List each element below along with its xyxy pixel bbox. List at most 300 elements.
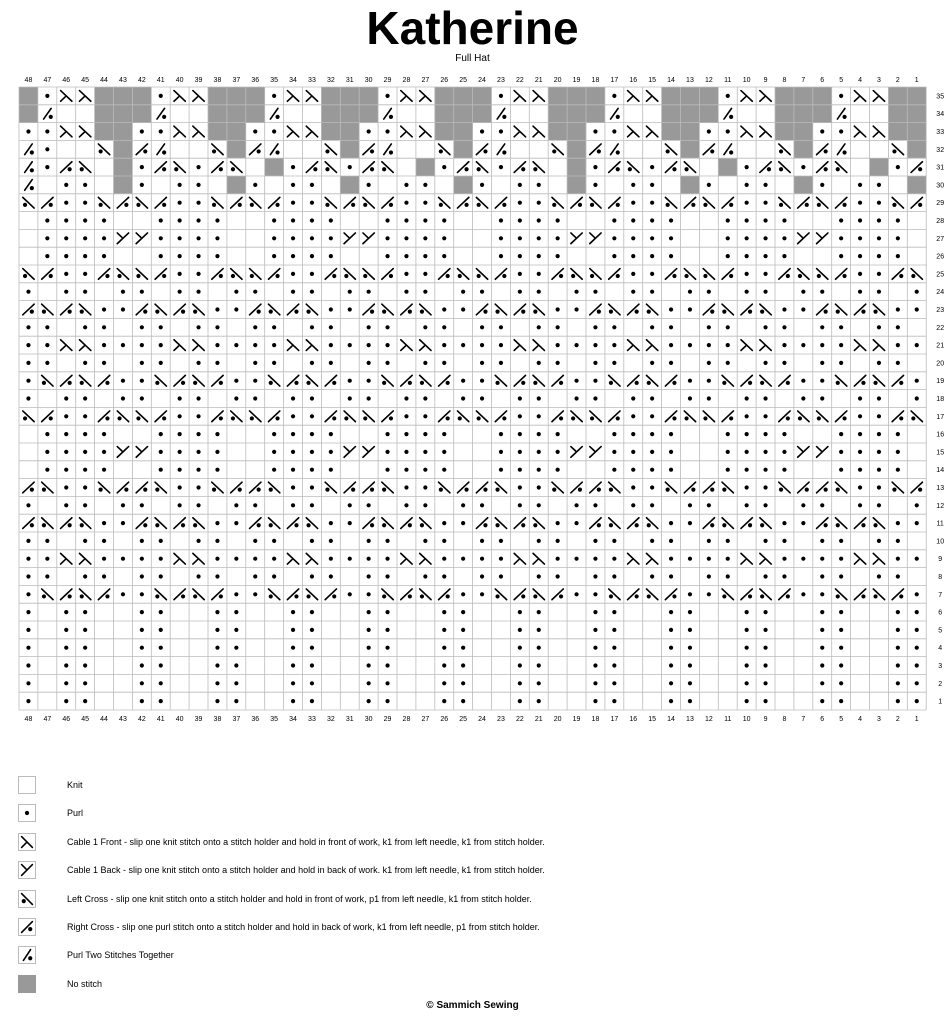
chart-cell [25, 162, 34, 173]
chart-cell [552, 411, 563, 422]
chart-cell [174, 304, 185, 315]
chart-cell [250, 197, 261, 208]
chart-cell [272, 254, 276, 258]
chart-cell [423, 325, 427, 329]
chart-cell [83, 396, 87, 400]
chart-cell [892, 197, 903, 208]
chart-subtitle: Full Hat [455, 53, 490, 64]
row-number: 10 [936, 538, 945, 546]
chart-cell [763, 485, 767, 489]
chart-cell [669, 468, 673, 472]
column-number: 13 [686, 716, 694, 723]
chart-cell [26, 628, 30, 632]
chart-cell [835, 162, 846, 173]
chart-cell [140, 396, 144, 400]
chart-cell [64, 396, 68, 400]
chart-cell [631, 450, 635, 454]
chart-cell [835, 304, 846, 315]
chart-cell [461, 628, 465, 632]
chart-cell [518, 681, 522, 685]
chart-cell [611, 144, 620, 155]
legend-label: Knit [67, 780, 83, 790]
chart-cell [227, 176, 246, 194]
chart-cell [745, 218, 749, 222]
chart-cell [420, 304, 431, 315]
row-number: 6 [938, 609, 943, 617]
chart-cell [794, 140, 813, 158]
chart-cell [896, 307, 900, 311]
chart-cell [250, 411, 261, 422]
column-number: 22 [515, 716, 524, 723]
chart-cell [480, 503, 484, 507]
chart-cell [726, 450, 730, 454]
chart-cell [442, 450, 446, 454]
chart-cell [26, 379, 30, 383]
chart-cell [310, 183, 314, 187]
column-number: 24 [478, 716, 486, 723]
chart-cell [196, 325, 200, 329]
chart-cell [385, 628, 389, 632]
chart-cell [669, 574, 673, 578]
chart-cell [83, 414, 87, 418]
chart-cell [915, 396, 919, 400]
column-number: 30 [364, 77, 373, 84]
chart-cell [121, 290, 125, 294]
chart-cell [782, 468, 786, 472]
chart-cell [590, 197, 601, 208]
chart-cell [476, 269, 487, 280]
column-number: 21 [534, 77, 543, 84]
chart-cell [117, 411, 128, 422]
chart-cell [64, 468, 68, 472]
chart-cell [442, 236, 446, 240]
chart-cell [363, 269, 374, 280]
chart-cell [423, 450, 427, 454]
chart-cell [196, 218, 200, 222]
chart-cell [684, 269, 695, 280]
chart-cell [140, 325, 144, 329]
chart-cell [537, 503, 541, 507]
chart-cell [858, 201, 862, 205]
chart-cell [140, 681, 144, 685]
chart-cell [745, 183, 749, 187]
chart-cell [367, 325, 371, 329]
chart-cell [877, 414, 881, 418]
chart-cell [628, 126, 639, 137]
chart-cell [646, 304, 657, 315]
chart-cell [178, 503, 182, 507]
chart-cell [98, 269, 109, 280]
chart-cell [329, 218, 333, 222]
legend-item-right-cross [18, 918, 918, 946]
chart-cell [499, 539, 503, 543]
chart-cell [329, 361, 333, 365]
chart-cell [159, 646, 163, 650]
chart-cell [877, 361, 881, 365]
column-number: 14 [667, 716, 675, 723]
chart-cell [646, 375, 657, 386]
chart-cell [896, 325, 900, 329]
chart-cell [193, 518, 204, 529]
chart-cell [877, 503, 881, 507]
chart-cell [722, 518, 733, 529]
chart-cell [915, 628, 919, 632]
chart-cell [45, 468, 49, 472]
chart-cell [102, 236, 106, 240]
chart-cell [877, 396, 881, 400]
legend-item-left-cross [18, 890, 918, 918]
chart-cell [439, 375, 450, 386]
column-number: 38 [213, 716, 222, 723]
chart-cell [45, 557, 49, 561]
chart-cell [442, 254, 446, 258]
chart-cell [193, 126, 204, 137]
chart-cell [537, 485, 541, 489]
chart-cell [423, 574, 427, 578]
chart-cell [159, 254, 163, 258]
chart-cell [548, 105, 567, 123]
chart-cell [915, 557, 919, 561]
chart-cell [215, 218, 219, 222]
chart-cell [794, 87, 813, 105]
chart-cell [586, 105, 605, 123]
chart-cell [839, 557, 843, 561]
chart-cell [178, 290, 182, 294]
chart-cell [420, 375, 431, 386]
chart-cell [609, 518, 620, 529]
chart-cell [533, 340, 544, 351]
chart-cell [775, 87, 794, 105]
chart-cell [140, 165, 144, 169]
chart-cell [79, 553, 90, 564]
chart-cell [574, 557, 578, 561]
chart-cell [234, 592, 238, 596]
chart-cell [820, 325, 824, 329]
chart-cell [442, 468, 446, 472]
chart-cell [83, 646, 87, 650]
chart-cell [518, 699, 522, 703]
chart-cell [114, 158, 133, 176]
chart-cell [911, 197, 922, 208]
chart-cell [782, 307, 786, 311]
chart-cell [858, 272, 862, 276]
chart-cell [688, 646, 692, 650]
chart-cell [98, 411, 109, 422]
chart-cell [650, 290, 654, 294]
chart-cell [896, 432, 900, 436]
chart-cell [310, 574, 314, 578]
chart-cell [454, 87, 473, 105]
chart-cell [911, 162, 922, 173]
column-number: 12 [704, 716, 713, 723]
column-number: 41 [156, 77, 165, 84]
chart-cell [779, 197, 790, 208]
chart-cell [291, 646, 295, 650]
chart-cell [270, 144, 279, 155]
chart-cell [435, 87, 454, 105]
chart-cell [212, 375, 223, 386]
row-number: 24 [936, 289, 945, 297]
chart-cell [461, 592, 465, 596]
column-number: 43 [119, 77, 127, 84]
column-number: 45 [81, 77, 90, 84]
chart-cell [83, 485, 87, 489]
chart-cell [593, 503, 597, 507]
chart-cell [291, 468, 295, 472]
chart-cell [461, 521, 465, 525]
chart-cell [571, 447, 582, 458]
chart-cell [340, 123, 359, 141]
chart-cell [117, 269, 128, 280]
chart-cell [155, 375, 166, 386]
chart-cell [253, 129, 257, 133]
chart-cell [193, 340, 204, 351]
chart-cell [227, 140, 246, 158]
chart-cell [291, 272, 295, 276]
chart-cell [329, 236, 333, 240]
chart-cell [628, 304, 639, 315]
chart-cell [726, 325, 730, 329]
row-number: 20 [936, 360, 945, 368]
chart-cell [26, 557, 30, 561]
chart-cell [631, 272, 635, 276]
chart-cell [26, 646, 30, 650]
chart-cell [782, 236, 786, 240]
chart-cell [250, 269, 261, 280]
chart-cell [79, 91, 90, 102]
row-number: 16 [936, 431, 945, 439]
purl-symbol-icon [18, 804, 36, 822]
chart-cell [877, 325, 881, 329]
chart-cell [612, 361, 616, 365]
chart-cell [215, 468, 219, 472]
chart-cell [858, 485, 862, 489]
chart-cell [25, 180, 34, 191]
chart-cell [650, 201, 654, 205]
chart-cell [234, 663, 238, 667]
chart-cell [763, 254, 767, 258]
chart-cell [514, 91, 525, 102]
chart-cell [726, 432, 730, 436]
chart-cell [64, 236, 68, 240]
chart-cell [95, 105, 114, 123]
chart-cell [359, 87, 378, 105]
chart-cell [518, 646, 522, 650]
chart-cell [665, 197, 676, 208]
chart-cell [291, 165, 295, 169]
chart-cell [367, 628, 371, 632]
chart-cell [344, 411, 355, 422]
chart-cell [593, 574, 597, 578]
chart-cell [877, 218, 881, 222]
chart-title: Katherine [366, 2, 579, 54]
column-number: 18 [591, 77, 600, 84]
chart-cell [310, 254, 314, 258]
chart-cell [688, 379, 692, 383]
chart-cell [915, 379, 919, 383]
chart-cell [763, 236, 767, 240]
chart-cell [497, 108, 506, 119]
chart-cell [665, 411, 676, 422]
chart-cell [340, 176, 359, 194]
chart-cell [571, 411, 582, 422]
chart-cell [480, 129, 484, 133]
chart-cell [121, 503, 125, 507]
chart-cell [681, 140, 700, 158]
chart-cell [817, 269, 828, 280]
chart-cell [310, 450, 314, 454]
chart-cell [476, 518, 487, 529]
chart-cell [646, 91, 657, 102]
chart-cell [801, 521, 805, 525]
chart-cell [287, 553, 298, 564]
chart-cell [291, 628, 295, 632]
chart-cell [423, 183, 427, 187]
chart-cell [915, 610, 919, 614]
chart-cell [159, 94, 163, 98]
chart-cell [121, 379, 125, 383]
chart-cell [382, 411, 393, 422]
chart-cell [117, 482, 128, 493]
chart-cell [42, 518, 53, 529]
chart-cell [442, 361, 446, 365]
column-number: 34 [289, 77, 297, 84]
chart-cell [234, 699, 238, 703]
chart-cell [745, 432, 749, 436]
chart-cell [556, 468, 560, 472]
chart-cell [64, 218, 68, 222]
chart-cell [590, 233, 601, 244]
chart-cell [272, 450, 276, 454]
row-number: 13 [936, 485, 945, 492]
chart-cell [344, 269, 355, 280]
chart-cell [707, 574, 711, 578]
chart-cell [495, 411, 506, 422]
chart-cell [310, 485, 314, 489]
row-number: 32 [936, 146, 945, 154]
chart-cell [102, 218, 106, 222]
chart-cell [593, 379, 597, 383]
chart-cell [423, 432, 427, 436]
chart-cell [155, 411, 166, 422]
chart-cell [631, 414, 635, 418]
chart-cell [896, 628, 900, 632]
chart-cell [820, 183, 824, 187]
column-number: 33 [308, 77, 316, 84]
chart-cell [763, 201, 767, 205]
chart-cell [760, 126, 771, 137]
chart-cell [310, 396, 314, 400]
chart-cell [159, 574, 163, 578]
chart-cell [102, 254, 106, 258]
chart-cell [877, 450, 881, 454]
chart-cell [556, 574, 560, 578]
chart-cell [253, 290, 257, 294]
chart-cell [665, 269, 676, 280]
chart-cell [234, 503, 238, 507]
chart-cell [64, 610, 68, 614]
row-number: 26 [936, 253, 945, 261]
chart-cell [121, 592, 125, 596]
knit-symbol-icon [18, 776, 36, 794]
chart-cell [461, 379, 465, 383]
chart-cell [533, 518, 544, 529]
chart-cell [155, 518, 166, 529]
chart-cell [196, 485, 200, 489]
chart-cell [518, 432, 522, 436]
column-number: 12 [704, 77, 713, 84]
chart-cell [196, 414, 200, 418]
chart-cell [612, 610, 616, 614]
column-number: 23 [497, 77, 505, 84]
chart-cell [703, 411, 714, 422]
legend-item-cable-front [18, 833, 918, 861]
chart-cell [782, 539, 786, 543]
chart-cell [499, 361, 503, 365]
chart-cell [574, 592, 578, 596]
chart-cell [612, 557, 616, 561]
chart-cell [19, 105, 38, 123]
chart-cell [480, 343, 484, 347]
chart-cell [196, 432, 200, 436]
chart-cell [877, 539, 881, 543]
chart-cell [646, 589, 657, 600]
chart-cell [537, 646, 541, 650]
chart-cell [537, 468, 541, 472]
column-number: 23 [497, 716, 505, 723]
chart-cell [159, 539, 163, 543]
chart-cell [215, 343, 219, 347]
column-number: 36 [251, 77, 260, 84]
column-number: 4 [858, 77, 863, 84]
chart-cell [98, 589, 109, 600]
chart-cell [782, 343, 786, 347]
chart-cell [310, 414, 314, 418]
row-number: 27 [936, 235, 945, 243]
column-number: 15 [648, 716, 657, 723]
chart-cell [234, 610, 238, 614]
chart-cell [763, 503, 767, 507]
chart-cell [574, 396, 578, 400]
chart-cell [215, 325, 219, 329]
chart-cell [23, 482, 34, 493]
chart-cell [140, 574, 144, 578]
chart-cell [612, 468, 616, 472]
chart-cell [794, 123, 813, 141]
chart-cell [140, 129, 144, 133]
chart-cell [703, 144, 714, 155]
row-number: 4 [938, 645, 943, 653]
chart-cell [873, 553, 884, 564]
chart-cell [915, 290, 919, 294]
chart-cell [707, 183, 711, 187]
column-number: 29 [383, 77, 392, 84]
legend-item-knit [18, 776, 918, 804]
chart-cell [159, 628, 163, 632]
column-number: 16 [629, 716, 638, 723]
row-number: 11 [936, 520, 944, 528]
chart-cell [340, 140, 359, 158]
chart-cell [552, 589, 563, 600]
chart-cell [763, 468, 767, 472]
chart-cell [518, 628, 522, 632]
chart-cell [681, 105, 700, 123]
chart-cell [157, 144, 166, 155]
chart-cell [499, 557, 503, 561]
chart-cell [178, 432, 182, 436]
chart-cell [609, 411, 620, 422]
chart-cell [23, 197, 34, 208]
